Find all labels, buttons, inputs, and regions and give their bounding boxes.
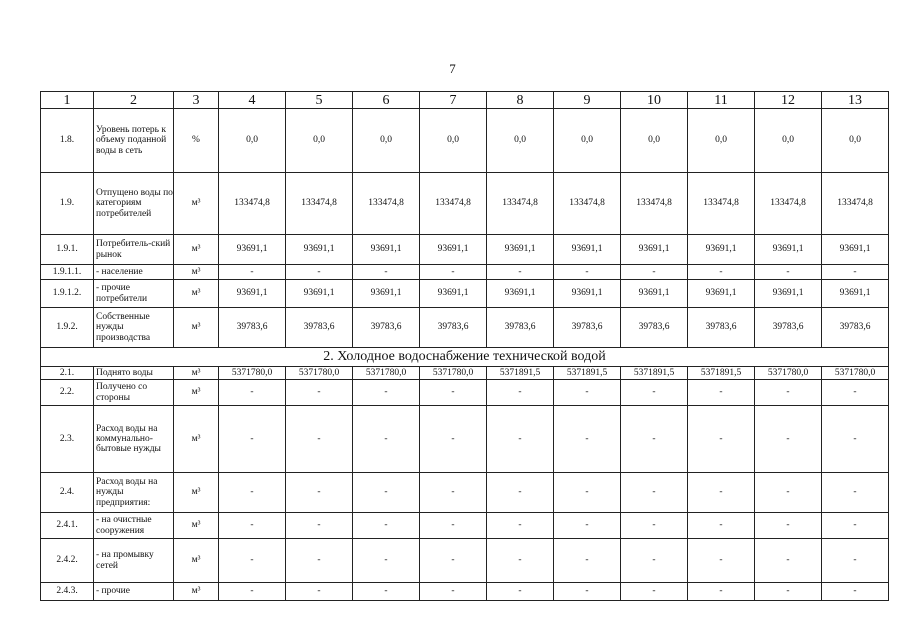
- cell-value: 0,0: [755, 109, 822, 173]
- cell-value: 133474,8: [688, 173, 755, 235]
- table-row: [41, 473, 889, 513]
- cell-value: -: [487, 513, 554, 539]
- cell-value: -: [822, 265, 889, 280]
- cell-value: 133474,8: [822, 173, 889, 235]
- row-number: 2.2.: [41, 380, 94, 406]
- cell-value: 5371780,0: [420, 367, 487, 380]
- row-number: 2.4.1.: [41, 513, 94, 539]
- cell-value: 5371891,5: [621, 367, 688, 380]
- row-name: Уровень потерь к объему поданной воды в сеть: [94, 109, 174, 173]
- cell-value: -: [688, 265, 755, 280]
- cell-value: 39783,6: [554, 308, 621, 348]
- cell-value: -: [822, 406, 889, 473]
- cell-value: 5371891,5: [487, 367, 554, 380]
- row-name: Собственные нужды производства: [94, 308, 174, 348]
- row-name: Расход воды на нужды предприятия:: [94, 473, 174, 513]
- cell-value: 93691,1: [219, 235, 286, 265]
- cell-value: 133474,8: [219, 173, 286, 235]
- column-header: 8: [487, 92, 554, 109]
- cell-value: 93691,1: [420, 280, 487, 308]
- table-row: [41, 173, 889, 235]
- cell-value: -: [286, 380, 353, 406]
- cell-value: -: [822, 513, 889, 539]
- row-number: 2.3.: [41, 406, 94, 473]
- table-row: [41, 513, 889, 539]
- cell-value: 93691,1: [621, 280, 688, 308]
- cell-value: 5371891,5: [554, 367, 621, 380]
- cell-value: 133474,8: [353, 173, 420, 235]
- cell-value: 93691,1: [286, 280, 353, 308]
- cell-value: -: [554, 513, 621, 539]
- cell-value: -: [219, 513, 286, 539]
- cell-value: -: [554, 406, 621, 473]
- cell-value: 39783,6: [219, 308, 286, 348]
- row-unit: м³: [174, 539, 219, 583]
- row-name: Отпущено воды по категориям потребителей: [94, 173, 174, 235]
- cell-value: 39783,6: [353, 308, 420, 348]
- row-number: 1.9.: [41, 173, 94, 235]
- cell-value: -: [554, 583, 621, 601]
- cell-value: 93691,1: [822, 280, 889, 308]
- cell-value: 39783,6: [621, 308, 688, 348]
- table-row: [41, 308, 889, 348]
- cell-value: 93691,1: [822, 235, 889, 265]
- cell-value: -: [688, 406, 755, 473]
- cell-value: -: [688, 539, 755, 583]
- cell-value: -: [822, 583, 889, 601]
- section-title: 2. Холодное водоснабжение технической водой: [41, 348, 889, 367]
- cell-value: -: [353, 583, 420, 601]
- cell-value: -: [219, 265, 286, 280]
- row-number: 2.1.: [41, 367, 94, 380]
- cell-value: -: [487, 473, 554, 513]
- cell-value: -: [353, 473, 420, 513]
- cell-value: 93691,1: [688, 235, 755, 265]
- cell-value: -: [554, 265, 621, 280]
- cell-value: -: [621, 406, 688, 473]
- column-header: 3: [174, 92, 219, 109]
- header-row: [41, 92, 889, 109]
- cell-value: 133474,8: [755, 173, 822, 235]
- column-header: 9: [554, 92, 621, 109]
- cell-value: -: [755, 265, 822, 280]
- table-row: [41, 265, 889, 280]
- cell-value: -: [286, 583, 353, 601]
- column-header: 10: [621, 92, 688, 109]
- cell-value: -: [353, 406, 420, 473]
- cell-value: -: [353, 539, 420, 583]
- cell-value: 39783,6: [420, 308, 487, 348]
- row-name: - прочие потребители: [94, 280, 174, 308]
- cell-value: -: [286, 513, 353, 539]
- column-header: 7: [420, 92, 487, 109]
- cell-value: -: [755, 380, 822, 406]
- cell-value: -: [822, 539, 889, 583]
- cell-value: 93691,1: [487, 235, 554, 265]
- cell-value: 93691,1: [219, 280, 286, 308]
- table-row: [41, 406, 889, 473]
- cell-value: 39783,6: [822, 308, 889, 348]
- row-name: - на промывку сетей: [94, 539, 174, 583]
- row-unit: м³: [174, 513, 219, 539]
- column-header: 13: [822, 92, 889, 109]
- row-unit: м³: [174, 583, 219, 601]
- row-unit: м³: [174, 173, 219, 235]
- row-name: - население: [94, 265, 174, 280]
- cell-value: -: [688, 513, 755, 539]
- cell-value: 93691,1: [487, 280, 554, 308]
- cell-value: -: [219, 539, 286, 583]
- table-row: [41, 280, 889, 308]
- cell-value: -: [755, 583, 822, 601]
- cell-value: -: [219, 406, 286, 473]
- row-name: Поднято воды: [94, 367, 174, 380]
- cell-value: -: [487, 406, 554, 473]
- row-unit: м³: [174, 235, 219, 265]
- column-header: 4: [219, 92, 286, 109]
- cell-value: -: [487, 583, 554, 601]
- cell-value: -: [420, 380, 487, 406]
- table-row: [41, 109, 889, 173]
- page-number: 7: [449, 61, 456, 76]
- row-name: Расход воды на коммунально-бытовые нужды: [94, 406, 174, 473]
- cell-value: -: [755, 539, 822, 583]
- cell-value: -: [420, 583, 487, 601]
- row-name: Получено со стороны: [94, 380, 174, 406]
- row-unit: м³: [174, 308, 219, 348]
- cell-value: 5371780,0: [822, 367, 889, 380]
- cell-value: -: [554, 473, 621, 513]
- column-header: 2: [94, 92, 174, 109]
- cell-value: 93691,1: [286, 235, 353, 265]
- row-unit: м³: [174, 380, 219, 406]
- table-row: [41, 539, 889, 583]
- row-unit: м³: [174, 406, 219, 473]
- cell-value: -: [688, 380, 755, 406]
- cell-value: -: [688, 473, 755, 513]
- row-unit: м³: [174, 280, 219, 308]
- cell-value: 0,0: [219, 109, 286, 173]
- cell-value: 93691,1: [621, 235, 688, 265]
- row-number: 2.4.: [41, 473, 94, 513]
- cell-value: -: [219, 583, 286, 601]
- cell-value: -: [487, 265, 554, 280]
- cell-value: -: [487, 380, 554, 406]
- row-unit: м³: [174, 367, 219, 380]
- cell-value: -: [621, 265, 688, 280]
- cell-value: -: [420, 513, 487, 539]
- cell-value: -: [621, 513, 688, 539]
- cell-value: -: [286, 539, 353, 583]
- cell-value: 133474,8: [487, 173, 554, 235]
- row-number: 2.4.2.: [41, 539, 94, 583]
- table-row: [41, 367, 889, 380]
- cell-value: -: [487, 539, 554, 583]
- row-name: - на очистные сооружения: [94, 513, 174, 539]
- table-row: [41, 380, 889, 406]
- cell-value: 39783,6: [755, 308, 822, 348]
- table-row: [41, 235, 889, 265]
- cell-value: 133474,8: [621, 173, 688, 235]
- cell-value: -: [286, 473, 353, 513]
- cell-value: -: [621, 583, 688, 601]
- cell-value: -: [621, 539, 688, 583]
- cell-value: -: [621, 473, 688, 513]
- row-number: 2.4.3.: [41, 583, 94, 601]
- cell-value: -: [688, 583, 755, 601]
- cell-value: 93691,1: [353, 235, 420, 265]
- row-number: 1.9.1.: [41, 235, 94, 265]
- row-unit: м³: [174, 265, 219, 280]
- cell-value: 0,0: [688, 109, 755, 173]
- cell-value: -: [219, 473, 286, 513]
- row-number: 1.9.1.1.: [41, 265, 94, 280]
- cell-value: -: [755, 406, 822, 473]
- cell-value: -: [420, 265, 487, 280]
- cell-value: -: [554, 539, 621, 583]
- row-name: - прочие: [94, 583, 174, 601]
- cell-value: -: [420, 406, 487, 473]
- row-number: 1.9.1.2.: [41, 280, 94, 308]
- column-header: 6: [353, 92, 420, 109]
- cell-value: -: [420, 539, 487, 583]
- column-header: 1: [41, 92, 94, 109]
- cell-value: 5371780,0: [755, 367, 822, 380]
- cell-value: 0,0: [822, 109, 889, 173]
- cell-value: -: [353, 380, 420, 406]
- data-table: [40, 91, 889, 601]
- cell-value: 0,0: [487, 109, 554, 173]
- row-unit: %: [174, 109, 219, 173]
- cell-value: 5371780,0: [353, 367, 420, 380]
- cell-value: -: [219, 380, 286, 406]
- cell-value: 93691,1: [554, 235, 621, 265]
- column-header: 5: [286, 92, 353, 109]
- cell-value: -: [420, 473, 487, 513]
- table-row: [41, 583, 889, 601]
- cell-value: 0,0: [621, 109, 688, 173]
- cell-value: -: [822, 380, 889, 406]
- cell-value: 5371780,0: [286, 367, 353, 380]
- cell-value: -: [353, 265, 420, 280]
- cell-value: 93691,1: [353, 280, 420, 308]
- cell-value: 133474,8: [420, 173, 487, 235]
- cell-value: 0,0: [286, 109, 353, 173]
- cell-value: -: [353, 513, 420, 539]
- cell-value: -: [286, 265, 353, 280]
- cell-value: 39783,6: [487, 308, 554, 348]
- cell-value: 93691,1: [755, 280, 822, 308]
- column-header: 12: [755, 92, 822, 109]
- cell-value: 0,0: [554, 109, 621, 173]
- cell-value: 133474,8: [286, 173, 353, 235]
- row-unit: м³: [174, 473, 219, 513]
- cell-value: 5371891,5: [688, 367, 755, 380]
- cell-value: -: [755, 513, 822, 539]
- cell-value: 93691,1: [688, 280, 755, 308]
- cell-value: 39783,6: [688, 308, 755, 348]
- cell-value: 93691,1: [755, 235, 822, 265]
- cell-value: 39783,6: [286, 308, 353, 348]
- column-header: 11: [688, 92, 755, 109]
- row-number: 1.8.: [41, 109, 94, 173]
- cell-value: -: [554, 380, 621, 406]
- cell-value: -: [755, 473, 822, 513]
- cell-value: 133474,8: [554, 173, 621, 235]
- cell-value: -: [621, 380, 688, 406]
- cell-value: 93691,1: [420, 235, 487, 265]
- cell-value: -: [286, 406, 353, 473]
- cell-value: 93691,1: [554, 280, 621, 308]
- cell-value: 5371780,0: [219, 367, 286, 380]
- row-name: Потребитель-ский рынок: [94, 235, 174, 265]
- section-row: [41, 348, 889, 367]
- cell-value: 0,0: [420, 109, 487, 173]
- row-number: 1.9.2.: [41, 308, 94, 348]
- cell-value: -: [822, 473, 889, 513]
- cell-value: 0,0: [353, 109, 420, 173]
